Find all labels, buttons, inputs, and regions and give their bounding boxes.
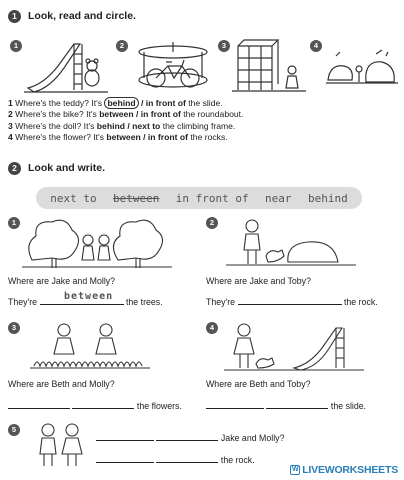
children-trees-picture: [22, 214, 172, 268]
item-2-question: Where are Jake and Toby?: [206, 276, 311, 286]
item-1-suffix: the trees.: [125, 297, 163, 307]
item-5-line-1-suffix: Jake and Molly?: [220, 433, 285, 443]
item-3-number: 3: [8, 322, 20, 334]
section-1-title: Look, read and circle.: [28, 10, 136, 22]
sentence-text: the roundabout.: [183, 109, 244, 120]
option[interactable]: behind: [96, 120, 125, 131]
item-3-answer-line: [8, 401, 182, 411]
item-4-question: Where are Beth and Toby?: [206, 379, 311, 389]
sentence-text: Where's the teddy? It's: [15, 98, 103, 108]
item-4-suffix: the slide.: [330, 401, 367, 411]
girl-dog-slide-picture: [224, 320, 364, 372]
sentence-2: [8, 109, 243, 120]
section-1-number: 1: [8, 10, 21, 23]
bike-roundabout-picture: [132, 38, 214, 94]
boy-girl-picture: [34, 420, 88, 470]
rocks-flower-picture: [326, 46, 398, 88]
sentence-text: the slide.: [188, 98, 223, 108]
item-4-blank-2[interactable]: [266, 408, 328, 409]
pic-1-number: 1: [10, 40, 22, 52]
item-2-blank[interactable]: [238, 304, 342, 305]
liveworksheets-mark-icon: W: [291, 466, 299, 473]
item-2-number: 2: [206, 217, 218, 229]
item-4-answer-line: [206, 401, 366, 411]
option-separator: /: [143, 132, 146, 143]
sentence-3: [8, 121, 243, 132]
item-2-suffix: the rock.: [343, 297, 378, 307]
sentence-1: [8, 98, 243, 109]
item-1-number: 1: [8, 217, 20, 229]
sentence-4: [8, 132, 243, 143]
sentence-text: Where's the doll? It's: [15, 120, 95, 131]
item-5-line-1: [96, 433, 284, 443]
item-5-number: 5: [8, 424, 20, 436]
pic-4-number: 4: [310, 40, 322, 52]
pic-3-number: 3: [218, 40, 230, 52]
item-2-answer-line: [206, 297, 378, 307]
item-1-question: Where are Jake and Molly?: [8, 276, 116, 286]
sentence-number: 4: [8, 132, 13, 143]
option[interactable]: between: [99, 109, 134, 120]
item-5-blank-4[interactable]: [156, 462, 218, 463]
word-bank-item: next to: [50, 191, 97, 205]
item-2-prefix: They're: [206, 297, 236, 307]
word-bank-item-used: between: [112, 191, 160, 205]
section-2-number: 2: [8, 162, 21, 175]
item-1-answer: between: [64, 291, 114, 302]
option[interactable]: in front of: [145, 98, 186, 108]
item-5-blank-3[interactable]: [96, 462, 154, 463]
item-5-blank-2[interactable]: [156, 440, 218, 441]
item-1-prefix: They're: [8, 297, 38, 307]
item-3-suffix: the flowers.: [136, 401, 182, 411]
circle-sentences: [8, 98, 243, 144]
climbing-frame-doll-picture: [232, 38, 306, 94]
word-bank-item: in front of: [175, 191, 249, 205]
sentence-text: the climbing frame.: [162, 120, 236, 131]
pic-2-number: 2: [116, 40, 128, 52]
option-separator: /: [141, 98, 144, 108]
girls-flowers-picture: [30, 320, 150, 370]
section-2-title: Look and write.: [28, 162, 106, 174]
item-4-blank-1[interactable]: [206, 408, 264, 409]
slide-teddy-picture: [24, 36, 108, 94]
option-separator: /: [135, 109, 139, 120]
item-3-blank-1[interactable]: [8, 408, 70, 409]
item-3-blank-2[interactable]: [72, 408, 134, 409]
sentence-text: Where's the bike? It's: [15, 109, 97, 120]
option[interactable]: between: [106, 132, 141, 143]
item-1-blank[interactable]: [40, 304, 124, 305]
sentence-number: 2: [8, 109, 13, 120]
sentence-number: 1: [8, 98, 13, 108]
item-5-line-2-suffix: the rock.: [220, 455, 255, 465]
liveworksheets-logo: [290, 464, 398, 476]
item-4-number: 4: [206, 322, 218, 334]
item-5-blank-1[interactable]: [96, 440, 154, 441]
sentence-number: 3: [8, 120, 13, 131]
sentence-text: the rocks.: [190, 132, 228, 143]
option-circled[interactable]: behind: [104, 97, 138, 109]
item-5-line-2: [96, 455, 255, 465]
word-bank: [36, 187, 362, 209]
item-3-question: Where are Beth and Molly?: [8, 379, 115, 389]
sentence-text: Where's the flower? It's: [15, 132, 104, 143]
option[interactable]: in front of: [147, 132, 188, 143]
option-separator: /: [127, 120, 130, 131]
boy-dog-rock-picture: [226, 214, 356, 268]
option[interactable]: next to: [132, 120, 161, 131]
option[interactable]: in front of: [140, 109, 181, 120]
word-bank-item: behind: [307, 191, 348, 205]
liveworksheets-brand: LIVEWORKSHEETS: [302, 464, 398, 476]
word-bank-item: near: [265, 191, 292, 205]
